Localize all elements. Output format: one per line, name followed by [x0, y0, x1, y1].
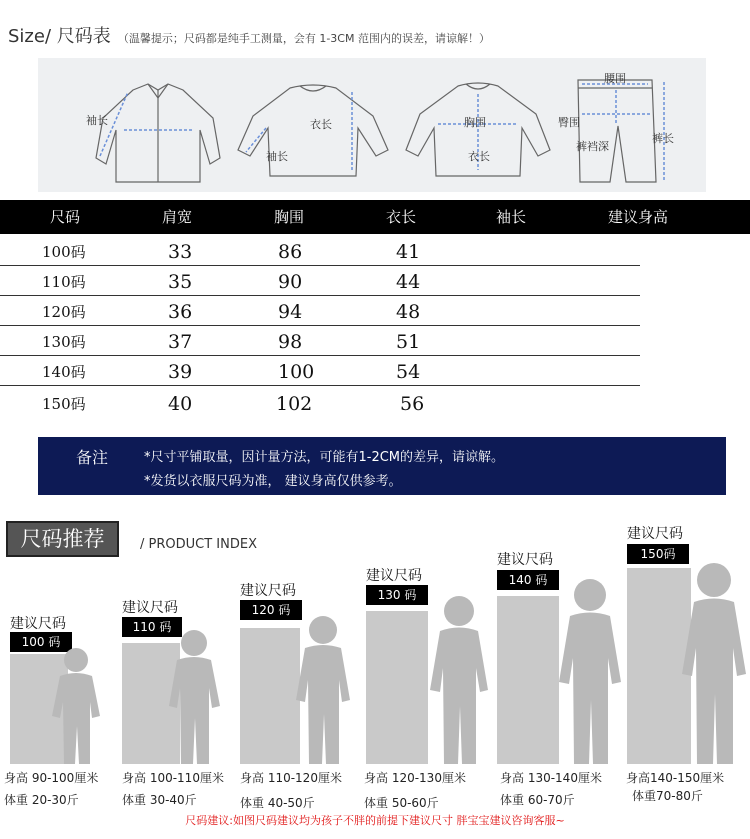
- measurement-note: （温馨提示；尺码都是纯手工测量，会有 1-3CM 范围内的误差，请谅解！）: [117, 32, 490, 45]
- chest-cell: 86: [278, 241, 303, 263]
- shoulder-cell: 33: [168, 241, 193, 263]
- height-range: 身高140-150厘米: [626, 771, 725, 785]
- remark-box: [38, 437, 726, 495]
- shirt-icon: [96, 84, 220, 182]
- size-cell: 140码: [42, 363, 86, 381]
- height-range: 身高 120-130厘米: [364, 771, 466, 785]
- size-cell: 100码: [42, 243, 86, 261]
- suggest-size-title: 建议尺码: [366, 568, 422, 584]
- size-recommend-badge: 尺码推荐: [6, 521, 119, 557]
- remark-line-1: *尺寸平铺取量，因计量方法，可能有1-2CM的差异，请谅解。: [144, 450, 505, 465]
- height-bar: [497, 596, 559, 764]
- waist-label: 腰围: [604, 72, 626, 85]
- size-tag: 100 码: [10, 632, 72, 652]
- child-silhouette-icon: [678, 560, 750, 764]
- child-silhouette-icon: [424, 594, 496, 764]
- suggest-size-title: 建议尺码: [122, 600, 178, 616]
- shoulder-cell: 39: [168, 361, 193, 383]
- size-tag: 140 码: [497, 570, 559, 590]
- chest-cell: 90: [278, 271, 303, 293]
- chest-cell: 94: [278, 301, 303, 323]
- garment-illustrations: [38, 58, 706, 192]
- child-silhouette-icon: [46, 646, 108, 764]
- col-length: 衣长: [386, 208, 417, 226]
- size-chart-title: Size/ 尺码表: [8, 26, 111, 47]
- suggest-size-title: 建议尺码: [497, 552, 553, 568]
- col-shoulder: 肩宽: [162, 208, 193, 226]
- size-tag: 110 码: [122, 617, 182, 637]
- size-cell: 150码: [42, 395, 86, 413]
- table-row: [0, 356, 750, 386]
- table-row: [0, 236, 750, 266]
- suggest-size-title: 建议尺码: [10, 616, 66, 632]
- size-tag: 150码: [627, 544, 689, 564]
- rise-label: 裤裆深: [576, 140, 609, 153]
- height-range: 身高 130-140厘米: [500, 771, 602, 785]
- child-silhouette-icon: [290, 614, 358, 764]
- length-cell: 56: [400, 393, 425, 415]
- sleeve-length-label-2: 袖长: [266, 150, 288, 163]
- weight-range: 体重 40-50斤: [240, 796, 315, 810]
- pants-icon: [578, 80, 656, 182]
- size-cell: 120码: [42, 303, 86, 321]
- shoulder-cell: 35: [168, 271, 193, 293]
- table-row: [0, 388, 750, 418]
- height-range: 身高 110-120厘米: [240, 771, 342, 785]
- size-tag: 130 码: [366, 585, 428, 605]
- height-range: 身高 100-110厘米: [122, 771, 224, 785]
- length-cell: 51: [396, 331, 421, 353]
- weight-range: 体重 60-70斤: [500, 793, 575, 807]
- height-range: 身高 90-100厘米: [4, 771, 99, 785]
- suggest-size-title: 建议尺码: [240, 583, 296, 599]
- remark-line-2: *发货以衣服尺码为准， 建议身高仅供参考。: [144, 474, 402, 489]
- body-length-label: 衣长: [310, 118, 332, 131]
- size-advice-footer: 尺码建议:如图尺码建议均为孩子不胖的前提下建议尺寸 胖宝宝建议咨询客服~: [185, 814, 565, 827]
- weight-range: 体重 30-40斤: [122, 793, 197, 807]
- weight-range: 体重 20-30斤: [4, 793, 79, 807]
- hip-label: 臀围: [558, 116, 580, 129]
- col-sleeve: 袖长: [496, 208, 527, 226]
- height-bar: [366, 611, 428, 764]
- length-cell: 41: [396, 241, 421, 263]
- product-index-label: / PRODUCT INDEX: [140, 537, 257, 552]
- sleeve-length-label: 袖长: [86, 114, 108, 127]
- table-row: [0, 326, 750, 356]
- length-cell: 44: [396, 271, 421, 293]
- size-cell: 130码: [42, 333, 86, 351]
- child-silhouette-icon: [162, 628, 228, 764]
- row-divider: [0, 385, 640, 386]
- table-row: [0, 296, 750, 326]
- remark-label: 备注: [76, 448, 109, 467]
- size-tag: 120 码: [240, 600, 302, 620]
- size-table-header: [0, 200, 750, 234]
- table-row: [0, 266, 750, 296]
- chest-cell: 102: [276, 393, 313, 415]
- length-cell: 54: [396, 361, 421, 383]
- suggest-size-title: 建议尺码: [627, 526, 683, 542]
- chest-label: 胸围: [464, 116, 486, 129]
- size-chart-header: [8, 22, 748, 48]
- size-cell: 110码: [42, 273, 86, 291]
- body-length-label-2: 衣长: [468, 150, 490, 163]
- weight-range: 体重 50-60斤: [364, 796, 439, 810]
- shoulder-cell: 36: [168, 301, 193, 323]
- weight-range: 体重70-80斤: [632, 789, 703, 803]
- shoulder-cell: 40: [168, 393, 193, 415]
- chest-cell: 100: [278, 361, 315, 383]
- col-height: 建议身高: [608, 208, 669, 226]
- col-size: 尺码: [50, 208, 81, 226]
- pants-length-label: 裤长: [652, 132, 674, 145]
- chest-cell: 98: [278, 331, 303, 353]
- child-silhouette-icon: [552, 576, 630, 764]
- length-cell: 48: [396, 301, 421, 323]
- shoulder-cell: 37: [168, 331, 193, 353]
- col-chest: 胸围: [274, 208, 305, 226]
